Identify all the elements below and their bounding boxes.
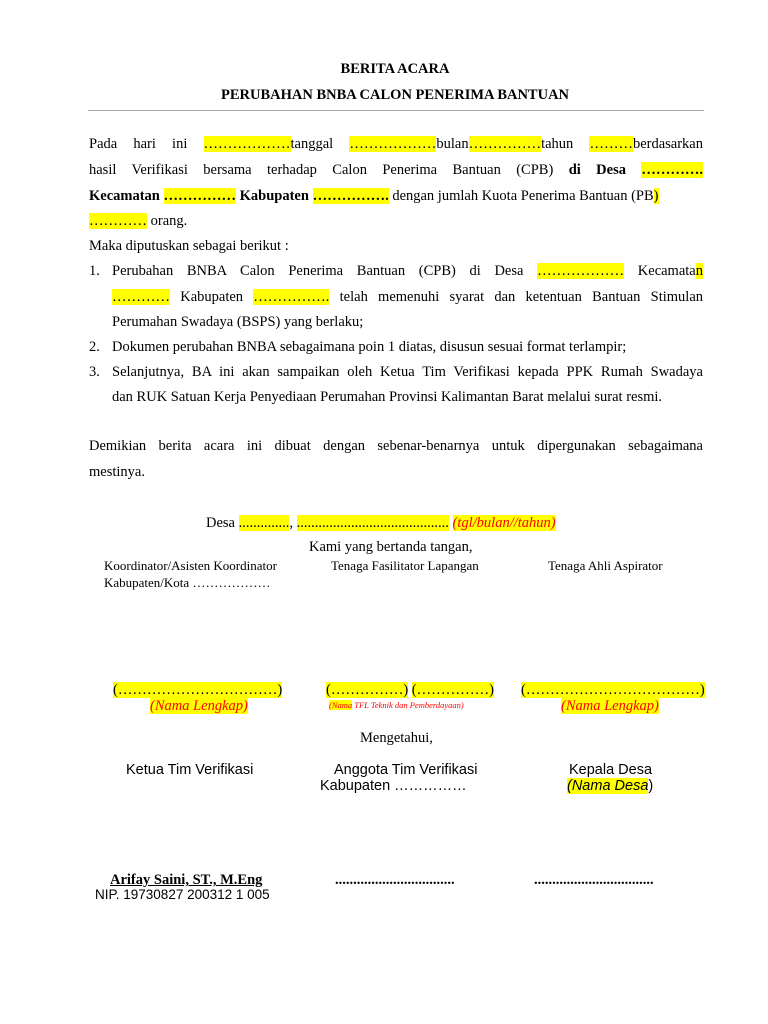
blank-kuota: ………… xyxy=(89,213,147,229)
ack-left-name: Arifay Saini, ST., M.Eng xyxy=(110,872,263,888)
para1-line1: Pada hari ini ………………tanggal ………………bulan……………tahun ………berdasarkan xyxy=(89,136,703,152)
ack-left-title: Ketua Tim Verifikasi xyxy=(126,762,254,778)
blank-bulan: …………… xyxy=(468,136,542,152)
title-divider xyxy=(88,110,704,111)
signer-right-title: Tenaga Ahli Aspirator xyxy=(548,558,663,573)
signer-mid-name: (……………) (……………) xyxy=(326,682,494,698)
closing-line2: mestinya. xyxy=(89,464,145,480)
list3-line1: Selanjutnya, BA ini akan sampaikan oleh Ketua Tim Verifikasi kepada PPK Rumah Swadaya xyxy=(112,364,703,380)
signer-right-hint: (Nama Lengkap) xyxy=(561,698,659,714)
list1-line1: Perubahan BNBA Calon Penerima Bantuan (CPB) di Desa ……………… Kecamatan xyxy=(112,263,703,279)
doc-subtitle: PERUBAHAN BNBA CALON PENERIMA BANTUAN xyxy=(220,87,570,103)
para1-line3: Kecamatan …………… Kabupaten ……………. dengan jumlah Kuota Penerima Bantuan (PB) xyxy=(89,188,659,204)
blank-kecamatan: …………… xyxy=(163,188,236,204)
blank-place: .............. xyxy=(238,515,290,531)
signer-left-title2: Kabupaten/Kota ……………… xyxy=(104,575,271,590)
blank-hari: ……………… xyxy=(203,136,291,152)
ack-mid-name: ................................. xyxy=(335,872,455,888)
ack-mid-title2: Kabupaten …………… xyxy=(320,778,467,794)
date-hint: (tgl/bulan//tahun) xyxy=(452,515,556,531)
list2-line1: Dokumen perubahan BNBA sebagaimana poin 1 diatas, disusun sesuai format terlampir; xyxy=(112,339,627,355)
decision-intro: Maka diputuskan sebagai berikut : xyxy=(89,238,289,254)
signers-intro: Kami yang bertanda tangan, xyxy=(309,539,473,555)
blank-kabupaten: ……………. xyxy=(312,188,389,204)
blank-desa: …………. xyxy=(641,162,704,178)
para1-line2: hasil Verifikasi bersama terhadap Calon Penerima Bantuan (CPB) di Desa …………. xyxy=(89,162,704,178)
ack-right-title: Kepala Desa xyxy=(569,762,653,778)
ack-left-nip: NIP. 19730827 200312 1 005 xyxy=(95,887,270,902)
list-number: 2. xyxy=(89,339,100,355)
blank-date: .......................................... xyxy=(296,515,449,531)
blank-list-kabupaten: ……………. xyxy=(253,289,330,305)
doc-title: BERITA ACARA xyxy=(340,61,450,77)
ack-mid-title: Anggota Tim Verifikasi xyxy=(334,762,478,778)
para1-line4: ………… orang. xyxy=(89,213,188,229)
signer-mid-hint: (Nama TFL Teknik dan Pemberdayaan) xyxy=(329,700,464,710)
acknowledge-label: Mengetahui, xyxy=(360,730,433,746)
place-date: Desa .............., .......................................... (tgl/bulan//tahun) xyxy=(206,515,556,531)
ack-right-name: ................................. xyxy=(534,872,654,888)
list1-line2: ………… Kabupaten ……………. telah memenuhi syarat dan ketentuan Bantuan Stimulan xyxy=(112,289,704,305)
signer-mid-title: Tenaga Fasilitator Lapangan xyxy=(331,558,479,573)
blank-tahun: ……… xyxy=(589,136,633,152)
list3-line2: dan RUK Satuan Kerja Penyediaan Perumahan Provinsi Kalimantan Barat melalui surat resmi. xyxy=(112,389,663,405)
ack-right-hint: (Nama Desa) xyxy=(567,778,654,794)
signer-left-hint: (Nama Lengkap) xyxy=(150,698,248,714)
list-number: 3. xyxy=(89,364,100,380)
blank-list-kecamatan: ………… xyxy=(112,289,170,305)
list-number: 1. xyxy=(89,263,100,279)
blank-list-desa: ……………… xyxy=(537,263,625,279)
signer-left-name: (……………………………) xyxy=(113,682,283,698)
blank-tanggal: ……………… xyxy=(349,136,437,152)
signer-right-name: (………………………………) xyxy=(521,682,705,698)
list1-line3: Perumahan Swadaya (BSPS) yang berlaku; xyxy=(112,314,364,330)
signer-left-title: Koordinator/Asisten Koordinator xyxy=(104,558,277,573)
closing-line1: Demikian berita acara ini dibuat dengan sebenar-benarnya untuk dipergunakan sebagaimana xyxy=(89,438,703,454)
